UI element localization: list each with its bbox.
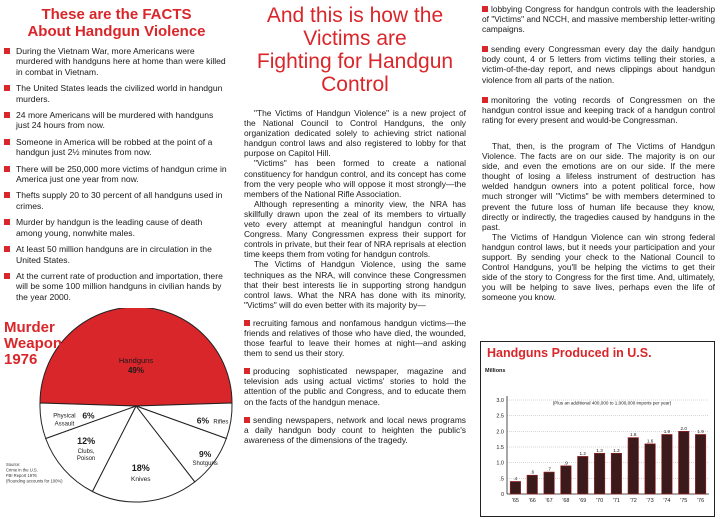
bar-66 <box>527 475 537 494</box>
closing-text <box>482 141 715 303</box>
bar-data-label: 1.9 <box>663 428 671 434</box>
fact-item: 24 more Americans will be murdered with handguns just 24 hours from now. <box>4 110 229 131</box>
square-bullet-icon <box>482 97 488 103</box>
fact-item: Someone in America will be robbed at the point of a handgun just 2½ minutes from now. <box>4 137 229 158</box>
continuation-column <box>482 0 715 302</box>
pie-label: Clubs, <box>77 449 95 456</box>
bar-x-tick-label: '71 <box>612 498 621 504</box>
bar-data-label: 1.2 <box>579 450 586 456</box>
bar-75 <box>679 431 689 494</box>
fact-item: At the current rate of production and importation, there will be some 100 million handguns in civilian hands by the year 2000. <box>4 271 229 302</box>
body-paragraph: "The Victims of Handgun Violence" is a new project of the National Council to Control Handguns, the only organization dedicated solely to achieving strict national handgun control laws and also registered to lobby for that purpose on Capitol Hill. <box>244 108 466 159</box>
program-bullet: recruiting famous and nonfamous handgun victims—the friends and relatives of those who have died, the wounded, those fearful to leave their homes at night—and asking them to send us their story. <box>244 317 466 359</box>
pie-source-note: Crime in the U.S. <box>6 467 38 473</box>
bar-69 <box>578 456 588 494</box>
pie-label: Shotguns <box>192 460 218 467</box>
bar-y-tick-label: 2.0 <box>496 429 504 436</box>
bar-x-tick-label: '70 <box>595 498 604 504</box>
bar-65 <box>510 481 520 494</box>
bar-x-tick-label: '75 <box>680 498 688 504</box>
program-bullet: monitoring the voting records of Congressmen on the handgun control issue and keeping track of a handgun control rating for every present and would-be Congressman. <box>482 94 715 125</box>
pie-value-label: 12% <box>77 436 96 447</box>
square-bullet-icon <box>4 112 10 118</box>
square-bullet-icon <box>4 139 10 145</box>
bar-data-label: .6 <box>530 469 535 475</box>
bar-x-tick-label: '76 <box>696 498 705 504</box>
square-bullet-icon <box>482 6 488 12</box>
bar-y-tick-label: 1.0 <box>496 460 504 467</box>
fact-item: Thefts supply 20 to 30 percent of all handguns used in crimes. <box>4 190 229 211</box>
bar-y-tick-label: 0 <box>500 492 504 498</box>
program-bullet: sending every Congressman every day the daily handgun body count, 4 or 5 letters from victims telling their stories, a victim-of-the-day report, and news clippings about handgun violence from all parts of the nation. <box>482 44 715 85</box>
bar-y-tick-label: 2.5 <box>496 413 504 420</box>
square-bullet-icon <box>4 48 10 54</box>
bar-y-axis-label: Millions <box>485 368 506 374</box>
bar-data-label: .4 <box>513 475 518 481</box>
pie-source-note: FBI Report 1976 <box>6 473 37 478</box>
square-bullet-icon <box>4 273 10 279</box>
pie-value-label: 6% <box>82 410 95 421</box>
bar-x-tick-label: '74 <box>663 498 671 504</box>
facts-heading-line-1: These are the FACTS <box>41 6 192 23</box>
program-body <box>244 108 466 445</box>
pie-label: Handguns <box>118 355 154 365</box>
pie-label: Rifles <box>213 419 229 426</box>
bar-y-tick-label: 1.5 <box>496 445 504 451</box>
bar-x-tick-label: '72 <box>629 498 637 504</box>
pie-chart-title: Murder Weapons 1976 <box>4 319 71 368</box>
program-bullet: lobbying Congress for handgun controls with the leadership of "Victims" and NCCH, and massive membership letter-writing campaigns. <box>482 4 715 35</box>
pie-source-note: Source: <box>6 462 21 467</box>
pie-label: Knives <box>131 476 151 484</box>
square-bullet-icon <box>244 417 250 423</box>
fact-item: The United States leads the civilized world in handgun murders. <box>4 83 229 104</box>
square-bullet-icon <box>482 46 488 52</box>
bar-y-tick-label: .5 <box>499 476 504 483</box>
facts-column <box>4 0 229 308</box>
bar-x-tick-label: '65 <box>511 498 520 504</box>
handguns-produced-chart <box>480 341 715 517</box>
facts-heading <box>4 6 229 40</box>
pie-label: Assault <box>54 421 75 428</box>
program-heading: And this is how the Victims are Fighting for Handgun Control <box>256 4 454 96</box>
bar-y-tick-label: 3.0 <box>496 398 504 404</box>
pie-source-note: (Rounding accounts for 100%) <box>6 478 63 484</box>
body-paragraph: That, then, is the program of The Victims of Handgun Violence. The facts are on our side. The majority is on our side, and even the emotions are on our side. If the mere thought of losing a lifeless instrument of destruction has welded handgun owners into a potent political force, how much stronger will "Victims" be with members determined to prevent the future loss of human life because they know, directly or indirectly, the tragedies caused by handguns in the past. <box>482 140 715 232</box>
body-paragraph: Although representing a minority view, the NRA has skillfully drawn upon the zeal of its members to virtually veto every attempt at meaningful handgun control in Congress. Many Congressmen express their support for controls in private, but their fear of NRA reprisals at election time keeps them from voting for handgun controls. <box>244 198 466 260</box>
bar-73 <box>645 444 655 494</box>
fact-item: Murder by handgun is the leading cause of death among young, nonwhite males. <box>4 217 229 238</box>
pie-value-label: 49% <box>127 365 145 375</box>
bar-x-tick-label: '73 <box>646 498 654 504</box>
bar-chart-canvas <box>481 342 714 516</box>
bar-70 <box>594 453 604 494</box>
body-paragraph: The Victims of Handgun Violence can win strong federal handgun control laws, but it needs your participation and your support. By sending your check to the National Council to Control Handguns, you'll be helping the victims to get their side of the story to Congress for the first time. And, ultimately, you will be helping to save lives, perhaps even the life of someone you know. <box>482 231 715 303</box>
bar-68 <box>561 466 571 494</box>
bar-data-label: .9 <box>563 460 568 466</box>
program-column <box>244 0 466 445</box>
bar-x-tick-label: '66 <box>528 498 536 504</box>
bar-76 <box>695 434 705 494</box>
square-bullet-icon <box>244 368 250 374</box>
bar-chart-title: Handguns Produced in U.S. <box>487 346 652 360</box>
facts-list <box>4 46 229 302</box>
bar-annotation: (Plus an additional 400,000 to 1,000,000 imports per year) <box>552 400 672 406</box>
fact-item: There will be 250,000 more victims of handgun crime in America just one year from now. <box>4 164 229 185</box>
bar-data-label: 1.9 <box>697 428 704 434</box>
fact-item: During the Vietnam War, more Americans were murdered with handguns here at home than were killed in combat in Vietnam. <box>4 46 229 77</box>
square-bullet-icon <box>4 246 10 252</box>
bar-x-tick-label: '67 <box>545 498 553 504</box>
square-bullet-icon <box>4 219 10 225</box>
pie-value-label: 18% <box>131 463 150 474</box>
square-bullet-icon <box>4 166 10 172</box>
pie-label: Poison <box>76 456 96 463</box>
program-bullet: sending newspapers, network and local news programs a daily handgun body count to heighten the public's awareness of the dimensions of the tragedy. <box>244 414 466 445</box>
program-bullet: producing sophisticated newspaper, magazine and television ads using actual victims' stories to hold the attention of the public and Congress, and to educate them on the facts of the handgun menace. <box>244 366 466 407</box>
bar-data-label: 1.6 <box>646 438 654 444</box>
facts-heading-line-2: About Handgun Violence <box>27 23 206 40</box>
square-bullet-icon <box>4 85 10 91</box>
bar-x-tick-label: '68 <box>562 498 570 504</box>
pie-value-label: 9% <box>198 448 212 459</box>
bar-74 <box>662 434 672 494</box>
body-paragraph: The Victims of Handgun Violence, using the same techniques as the NRA, will convince these Congressmen that their best interests lie in supporting strong handgun control laws. What the NRA has done with its minority, "Victims" will do even better with its majority by— <box>244 259 466 310</box>
bar-data-label: .7 <box>547 466 552 472</box>
bar-x-tick-label: '69 <box>579 498 587 504</box>
bar-71 <box>611 453 621 494</box>
body-paragraph: "Victims" has been formed to create a national constituency for handgun control, and its concept has come from the very people who will oppose it most strongly—the members of the National Rifle Association. <box>244 158 466 199</box>
square-bullet-icon <box>4 192 10 198</box>
bar-72 <box>628 438 638 494</box>
bar-data-label: 2.0 <box>680 425 687 431</box>
bar-67 <box>544 472 554 494</box>
bar-data-label: 1.3 <box>613 447 620 453</box>
bar-data-label: 1.8 <box>630 432 637 438</box>
pie-value-label: 6% <box>196 415 210 426</box>
bar-data-label: 1.3 <box>596 447 603 453</box>
fact-item: At least 50 million handguns are in circulation in the United States. <box>4 244 229 265</box>
square-bullet-icon <box>244 320 250 326</box>
pie-label: Physical <box>53 413 76 420</box>
